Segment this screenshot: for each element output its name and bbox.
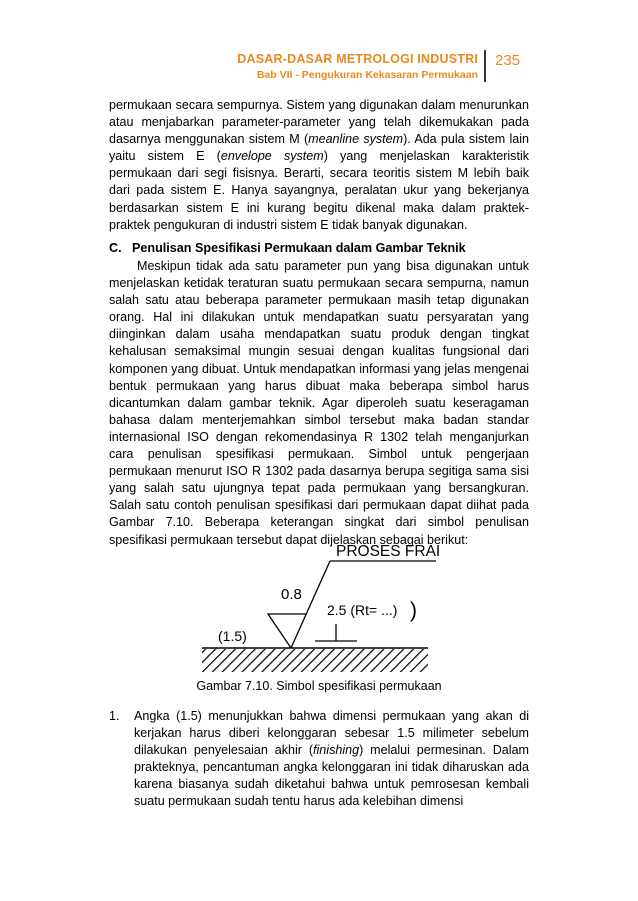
section-title: Penulisan Spesifikasi Permukaan dalam Gambar Teknik [132, 241, 466, 255]
header-divider [484, 50, 486, 82]
workpiece-hatching [202, 649, 428, 672]
chapter-subtitle: Bab VII - Pengukuran Kekasaran Permukaan [256, 69, 478, 81]
surface-symbol-figure [200, 535, 440, 685]
term-meanline: meanline system [308, 132, 404, 147]
page-number: 235 [495, 52, 521, 69]
section-letter: C. [109, 241, 122, 255]
term-envelope: envelope system [220, 149, 324, 164]
figure-caption: Gambar 7.10. Simbol spesifikasi permukaan [196, 679, 442, 693]
term-finishing: finishing [313, 743, 360, 758]
list-number: 1. [109, 709, 120, 723]
symbol-long-leg [291, 561, 330, 648]
book-title: DASAR-DASAR METROLOGI INDUSTRI [237, 52, 478, 66]
bracket-mark: ) [410, 599, 417, 622]
page-header [0, 44, 638, 84]
section-heading [109, 241, 466, 255]
list-item: 1. Angka (1.5) menunjukkan bahwa dimensi permukaan yang akan di kerjakan harus diberi kelonggaran sebesar 1.5 milimeter sebelum dilakukan penyelesaian akhir (finishing) melalui permesinan. Dalam prakteknya, pencantuman angka kelonggaran ini tidak diharuskan ada karena biasanya sudah diketahui bahwa untuk pemrosesan kembali suatu permukaan sudah tentu harus ada kelebihan dimensi [109, 709, 529, 809]
intro-paragraph: permukaan secara sempurnya. Sistem yang digunakan dalam menurunkan atau menjabarkan parameter-parameter yang telah dikemukakan pada dasarnya menggunakan sistem M (meanline system). Ada pula sistem lain yaitu sistem E (envelope system) yang menjelaskan karakteristik permukaan dari segi fisisnya. Berarti, secara teoritis sistem M lebih baik dari pada sistem E. Hanya sayangnya, peralatan ukur yang bekerjanya berdasarkan sistem E ini kurang begitu dikenal maka dalam praktek-praktek pengukuran di industri sistem E tidak banyak digunakan. [109, 98, 530, 232]
machining-allowance: (1.5) [218, 628, 247, 644]
section-paragraph: Meskipun tidak ada satu parameter pun yang bisa digunakan untuk menjelaskan ketidak teraturan suatu permukaan secara sempurna, namun salah satu atau beberapa parameter permukaan masih tetap digunakan orang. Hal ini dilakukan untuk mendapatkan suatu persyaratan yang diinginkan dalam usaha mendapatkan suatu produk dengan tingkat kehalusan semaksimal mungin sesuai dengan kualitas fungsional dari komponen yang dibuat. Untuk mendapatkan informasi yang jelas mengenai bentuk permukaan yang harus dibuat maka beberapa simbol harus dicantumkan dalam gambar teknik. Agar diperoleh suatu keseragaman bahasa dalam menterjemahkan simbol tersebut maka badan standar internasional ISO dengan rekomendasinya R 1302 telah menganjurkan cara penulisan spesifikasi permukaan. Simbol untuk pengerjaan permukaan menurut ISO R 1302 pada dasarnya berupa segitiga sama sisi yang salah satu ujungnya tepat pada permukaan yang bersangkuran. Salah satu contoh penulisan spesifikasi dari permukaan dapat diihat pada Gambar 7.10. Beberapa keterangan singkat dari simbol penulisan spesifikasi permukaan tersebut dapat dijelaskan sebagai berikut: [109, 259, 529, 547]
sampling-length-label: 2.5 (Rt= ...) [327, 602, 398, 618]
explanation-list [109, 708, 529, 811]
process-label: PROSES FRAIS [336, 543, 440, 560]
symbol-triangle [268, 614, 306, 648]
roughness-value: 0.8 [281, 586, 302, 603]
